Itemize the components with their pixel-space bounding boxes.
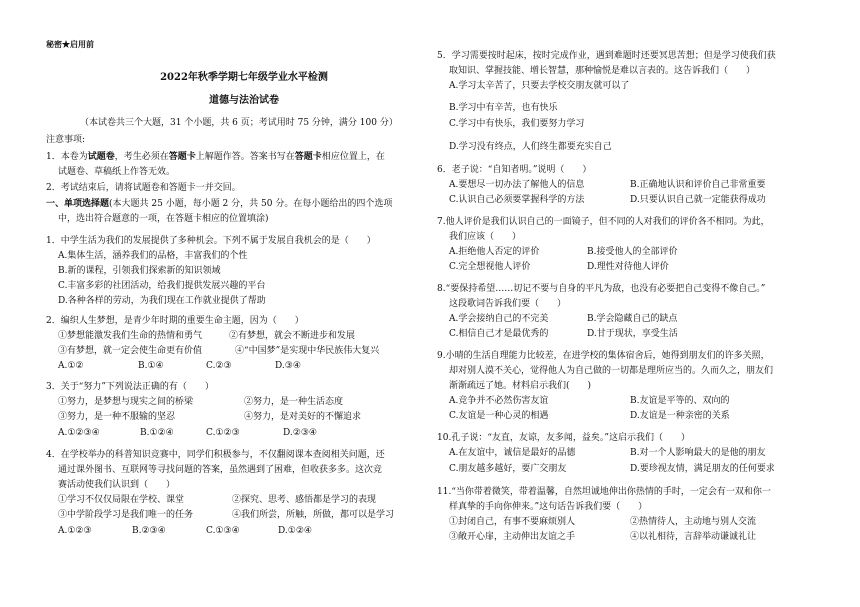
q8-option-b: B.学会隐藏自己的缺点	[587, 314, 678, 324]
q11-statement-4: ④以礼相待，言辞举动谦诚礼让	[630, 532, 757, 542]
q2-statement-4: ④“中国梦”是实现中华民族伟大复兴	[235, 346, 380, 356]
q3-option-a: A.①②③④	[58, 428, 100, 438]
q6-stem: 6．老子说：“自知者明。”说明（ ）	[437, 165, 592, 175]
q9-option-a: A.竞争并不必然伤害友谊	[449, 396, 549, 406]
q7-option-a: A.拒绝他人否定的评价	[449, 247, 540, 257]
q5-option-a: A.学习太辛苦了，只要去学校交朋友就可以了	[449, 81, 630, 91]
q3-option-d: D.②③④	[283, 428, 317, 438]
q9-option-d: D.友谊是一种亲密的关系	[630, 411, 730, 421]
q9-stem-line3: 渐渐疏远了她。材料启示我们( )	[449, 381, 592, 391]
note-1-line2: 试题卷、草稿纸上作答无效。	[58, 167, 176, 177]
q2-option-a: A.①②	[58, 361, 84, 371]
q9-option-b: B.友谊是平等的、双向的	[630, 396, 730, 406]
q4-option-a: A.①②③	[58, 526, 92, 536]
q3-option-c: C.①②③	[206, 428, 240, 438]
q2-statement-2: ②有梦想，就会不断进步和发展	[229, 331, 356, 341]
q10-option-d: D.要珍视友情，满足朋友的任何要求	[630, 464, 775, 474]
q3-statement-2: ②努力，是一种生活态度	[244, 397, 344, 407]
q2-statement-1: ①梦想能激发我们生命的热情和勇气	[58, 331, 203, 341]
q6-option-d: D.只要认识自己就一定能获得成功	[630, 195, 766, 205]
q1-stem: 1．中学生活为我们的发展提供了多种机会。下列不属于发展自我机会的是（ ）	[46, 236, 376, 246]
note-2: 2．考试结束后，请将试题卷和答题卡一并交回。	[46, 183, 241, 193]
q7-option-c: C.完全想视他人评价	[449, 262, 531, 272]
q11-stem-line1: 11.“当你带着微笑，带着温馨，自然坦诚地伸出你热情的手时，一定会有一双和你一	[437, 487, 771, 497]
q4-statement-3: ③中学阶段学习是我们唯一的任务	[58, 510, 194, 520]
notes-title: 注意事项:	[46, 135, 86, 145]
q9-stem-line2: 却对别人漠不关心，觉得他人为自己做的一切都是理所应当的。久而久之，朋友们	[449, 366, 774, 376]
q6-option-b: B.正确地认识和评价自己非常重要	[630, 180, 766, 190]
q3-stem: 3．关于“努力”下列说法正确的有（ ）	[46, 382, 214, 392]
q8-stem-line1: 8.“要保持希望……切记不要与自身的平凡为敌，也没有必要把自己变得不像自己。”	[437, 284, 766, 294]
q1-option-d: D.各种各样的劳动，为我们现在工作就业提供了帮助	[58, 296, 266, 306]
q2-statement-3: ③有梦想，就一定会使生命更有价值	[58, 346, 203, 356]
q8-option-c: C.相信自己才是最优秀的	[449, 329, 549, 339]
q10-option-a: A.在友谊中，诚信是最好的品德	[449, 448, 576, 458]
q8-option-d: D.甘于现状，享受生活	[587, 329, 678, 339]
q1-option-b: B.新的课程，引领我们探索新的知识领域	[58, 266, 221, 276]
q4-stem-line2: 通过课外图书、互联网等寻找问题的答案，虽然遇到了困难，但收获多多。这次竞	[58, 465, 383, 475]
q7-option-d: D.理性对待他人评价	[587, 262, 669, 272]
q11-statement-3: ③敞开心扉，主动伸出友谊之手	[449, 532, 576, 542]
q9-stem-line1: 9.小晴的生活自理能力比较差，在进学校的集体宿舍后，她得到朋友们的许多关照，	[437, 351, 770, 361]
q9-option-c: C.友谊是一种心灵的相遇	[449, 411, 549, 421]
q2-option-b: B.①④	[138, 361, 164, 371]
q2-stem: 2．编织人生梦想，是青少年时期的重要生命主题，因为（ ）	[46, 316, 304, 326]
q2-option-c: C.②③	[206, 361, 232, 371]
note-1: 1．本卷为试题卷，考生必须在答题卡上解题作答。答案书写在答题卡相应位置上，在	[46, 152, 385, 162]
q6-option-c: C.认识自己必须要掌握科学的方法	[449, 195, 585, 205]
q7-stem-line1: 7.他人评价是我们认识自己的一面镜子，但不同的人对我们的评价各不相同。为此，	[437, 217, 770, 227]
q4-option-d: D.①②④	[278, 526, 312, 536]
q5-stem-line2: 取知识、掌握技能、增长智慧，那种愉悦是难以言表的。这告诉我们（ ）	[449, 66, 756, 76]
q3-statement-1: ①努力，是梦想与现实之间的桥梁	[58, 397, 194, 407]
q8-stem-line2: 这段歌词告诉我们要（ ）	[449, 299, 567, 309]
q3-statement-4: ④努力，是对美好的不懈追求	[244, 412, 362, 422]
q5-option-c: C.学习中有快乐，我们要努力学习	[449, 119, 585, 129]
exam-intro: （本试卷共三个大题，31 个小题，共 6 页；考试用时 75 分钟，满分 100 分）	[80, 118, 398, 128]
q4-stem-line3: 赛活动使我们认识到（ ）	[58, 480, 176, 490]
q5-stem-line1: 5．学习需要按时起床，按时完成作业，遇到难题时还要冥思苦想；但是学习使我们获	[437, 51, 776, 61]
q7-stem-line2: 我们应该（ ）	[449, 232, 522, 242]
q4-option-c: C.①③④	[206, 526, 240, 536]
q11-stem-line2: 样真挚的手向你伸来。”这句话告诉我们要（ ）	[449, 502, 648, 512]
q10-option-c: C.朋友越多越好，要广交朋友	[449, 464, 567, 474]
exam-subject: 道德与法治试卷	[209, 95, 279, 106]
q4-statement-4: ④我们所尝，所触，所做，都可以是学习	[232, 510, 395, 520]
q7-option-b: B.接受他人的全部评价	[587, 247, 678, 257]
section-1-line2: 中，选出符合题意的一项，在答题卡相应的位置填涂)	[58, 214, 269, 224]
section-1-heading: 一、单项选择题(本大题共 25 小题，每小题 2 分，共 50 分。在每小题给出的四个选项	[46, 199, 393, 209]
q3-option-b: B.①②④	[140, 428, 174, 438]
q4-option-b: B.②③④	[132, 526, 166, 536]
q4-statement-2: ②探究、思考、感悟都是学习的表现	[232, 495, 377, 505]
q11-statement-2: ②热情待人，主动地与别人交流	[630, 517, 757, 527]
secret-label: 秘密★启用前	[46, 39, 94, 49]
q5-option-d: D.学习没有终点，人们终生都要充实自己	[449, 142, 612, 152]
exam-title: 2022年秋季学期七年级学业水平检测	[160, 72, 328, 83]
q1-option-c: C.丰富多彩的社团活动，给我们提供发展兴趣的平台	[58, 281, 266, 291]
q6-option-a: A.要想尽一切办法了解他人的信息	[449, 180, 585, 190]
q10-stem: 10.孔子说：“友直，友谅，友多闻，益矣。”这启示我们（ ）	[437, 433, 691, 443]
q8-option-a: A.学会接纳自己的不完美	[449, 314, 549, 324]
q1-option-a: A.集体生活，涵养我们的品格，丰富我们的个性	[58, 251, 248, 261]
q4-stem-line1: 4．在学校举办的科普知识竞赛中，同学们积极参与，不仅翻阅课本查阅相关问题，还	[46, 450, 385, 460]
q4-statement-1: ①学习不仅仅局限在学校、课堂	[58, 495, 185, 505]
q3-statement-3: ③努力，是一种不服输的坚忍	[58, 412, 176, 422]
q10-option-b: B.对一个人影响最大的是他的朋友	[630, 448, 766, 458]
q2-option-d: D.③④	[275, 361, 301, 371]
q11-statement-1: ①封闭自己，有事不要麻烦别人	[449, 517, 576, 527]
q5-option-b: B.学习中有辛苦，也有快乐	[449, 103, 558, 113]
